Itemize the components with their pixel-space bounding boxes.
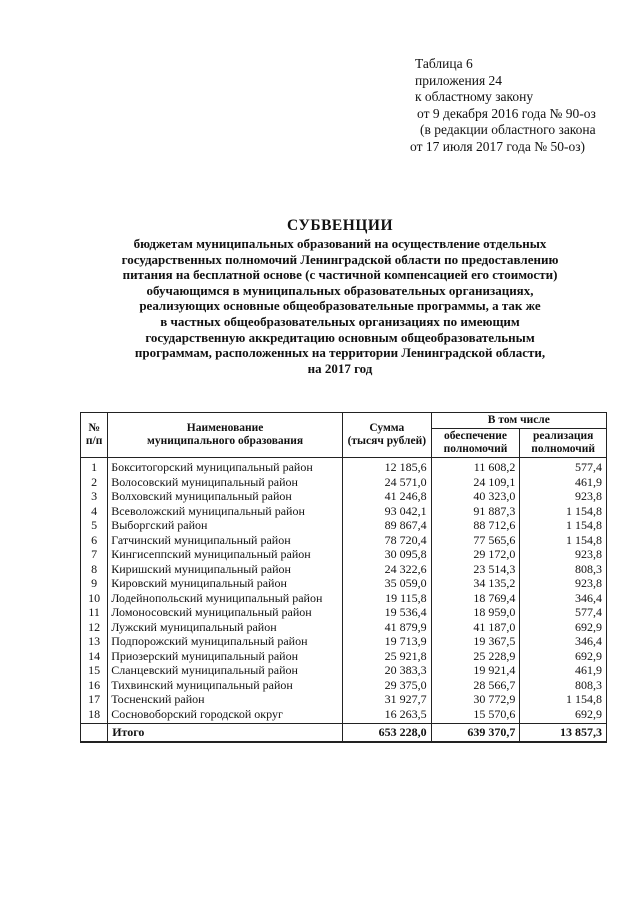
row-sum: 30 095,8 (342, 547, 431, 562)
header-note-line: от 17 июля 2017 года № 50-оз) (410, 138, 586, 154)
total-provision: 639 370,7 (431, 724, 520, 742)
row-number: 6 (81, 533, 108, 548)
row-provision: 41 187,0 (431, 620, 520, 635)
table-row (81, 678, 607, 693)
municipality-name: Сланцевский муниципальный район (108, 663, 343, 678)
table-row (81, 547, 607, 562)
row-sum: 20 383,3 (342, 663, 431, 678)
col-header-implementation-line2: полномочий (531, 443, 596, 455)
col-header-name-line1: Наименование (186, 422, 264, 434)
title-line: государственную аккредитацию основным общеобразовательным (145, 329, 535, 345)
row-number: 16 (81, 678, 108, 693)
col-header-provision-line2: полномочий (443, 443, 508, 455)
row-implementation: 692,9 (520, 620, 607, 635)
row-provision: 29 172,0 (431, 547, 520, 562)
row-number: 18 (81, 707, 108, 724)
table-row (81, 562, 607, 577)
row-provision: 91 887,3 (431, 504, 520, 519)
table-row (81, 591, 607, 606)
row-provision: 40 323,0 (431, 489, 520, 504)
title-line: в частных общеобразовательных организациях по имеющим (160, 313, 520, 329)
row-sum: 25 921,8 (342, 649, 431, 664)
row-sum: 16 263,5 (342, 707, 431, 724)
row-sum: 29 375,0 (342, 678, 431, 693)
row-implementation: 1 154,8 (520, 692, 607, 707)
row-number: 10 (81, 591, 108, 606)
municipality-name: Тихвинский муниципальный район (108, 678, 343, 693)
total-implementation: 13 857,3 (520, 724, 607, 742)
total-num-cell (81, 724, 108, 742)
total-row (81, 724, 607, 742)
table-row (81, 533, 607, 548)
header-note-line: от 9 декабря 2016 года № 90-оз (417, 105, 596, 121)
col-header-including: В том числе (431, 413, 606, 429)
municipality-name: Киришский муниципальный район (108, 562, 343, 577)
title-line: обучающимся в муниципальных образовательных организациях, (146, 282, 534, 298)
municipality-name: Ломоносовский муниципальный район (108, 605, 343, 620)
row-number: 1 (81, 458, 108, 475)
row-implementation: 692,9 (520, 649, 607, 664)
row-provision: 19 367,5 (431, 634, 520, 649)
municipality-name: Волховский муниципальный район (108, 489, 343, 504)
row-implementation: 577,4 (520, 605, 607, 620)
row-provision: 24 109,1 (431, 475, 520, 490)
table-row (81, 475, 607, 490)
total-sum: 653 228,0 (342, 724, 431, 742)
title-line: на 2017 год (307, 360, 373, 376)
col-header-sum-line1: Сумма (369, 422, 405, 434)
row-provision: 23 514,3 (431, 562, 520, 577)
row-implementation: 808,3 (520, 562, 607, 577)
row-sum: 19 536,4 (342, 605, 431, 620)
row-number: 9 (81, 576, 108, 591)
total-label: Итого (108, 724, 343, 742)
municipality-name: Лужский муниципальный район (108, 620, 343, 635)
row-number: 4 (81, 504, 108, 519)
col-header-sum (342, 413, 431, 458)
col-header-implementation (520, 429, 607, 458)
row-implementation: 461,9 (520, 663, 607, 678)
table-row (81, 634, 607, 649)
row-implementation: 923,8 (520, 547, 607, 562)
row-number: 12 (81, 620, 108, 635)
table-body (81, 458, 607, 724)
col-header-num-line1: № (88, 422, 100, 434)
row-implementation: 346,4 (520, 634, 607, 649)
row-implementation: 808,3 (520, 678, 607, 693)
row-implementation: 923,8 (520, 576, 607, 591)
title-line: государственных полномочий Ленинградской области по предоставлению (121, 251, 559, 267)
row-sum: 93 042,1 (342, 504, 431, 519)
header-note-line: Таблица 6 (415, 56, 473, 71)
row-sum: 35 059,0 (342, 576, 431, 591)
col-header-sum-line2: (тысяч рублей) (347, 435, 427, 447)
table-row (81, 663, 607, 678)
municipality-name: Лодейнопольский муниципальный район (108, 591, 343, 606)
table-row (81, 649, 607, 664)
row-provision: 15 570,6 (431, 707, 520, 724)
row-sum: 24 322,6 (342, 562, 431, 577)
row-provision: 11 608,2 (431, 458, 520, 475)
municipality-name: Кингисеппский муниципальный район (108, 547, 343, 562)
row-sum: 41 246,8 (342, 489, 431, 504)
municipality-name: Гатчинский муниципальный район (108, 533, 343, 548)
table-row (81, 458, 607, 475)
row-sum: 89 867,4 (342, 518, 431, 533)
table-row (81, 504, 607, 519)
row-sum: 19 115,8 (342, 591, 431, 606)
row-sum: 12 185,6 (342, 458, 431, 475)
table-row (81, 707, 607, 724)
row-number: 7 (81, 547, 108, 562)
row-provision: 18 959,0 (431, 605, 520, 620)
row-sum: 78 720,4 (342, 533, 431, 548)
col-header-provision (431, 429, 520, 458)
row-provision: 18 769,4 (431, 591, 520, 606)
row-provision: 19 921,4 (431, 663, 520, 678)
row-number: 5 (81, 518, 108, 533)
row-implementation: 577,4 (520, 458, 607, 475)
row-number: 3 (81, 489, 108, 504)
municipality-name: Выборгский район (108, 518, 343, 533)
row-number: 14 (81, 649, 108, 664)
row-number: 11 (81, 605, 108, 620)
table-header-note (405, 56, 596, 155)
municipality-name: Приозерский муниципальный район (108, 649, 343, 664)
title-line: реализующих основные общеобразовательные программы, а так же (139, 298, 541, 314)
row-provision: 30 772,9 (431, 692, 520, 707)
row-provision: 34 135,2 (431, 576, 520, 591)
municipality-name: Сосновоборский городской округ (108, 707, 343, 724)
row-provision: 77 565,6 (431, 533, 520, 548)
row-provision: 25 228,9 (431, 649, 520, 664)
table-row (81, 692, 607, 707)
title-main: СУБВЕНЦИИ (286, 217, 393, 234)
municipality-name: Кировский муниципальный район (108, 576, 343, 591)
header-note-line: приложения 24 (415, 72, 503, 88)
row-sum: 24 571,0 (342, 475, 431, 490)
row-implementation: 1 154,8 (520, 533, 607, 548)
table-row (81, 605, 607, 620)
municipality-name: Бокситогорский муниципальный район (108, 458, 343, 475)
municipality-name: Подпорожский муниципальный район (108, 634, 343, 649)
table-row (81, 620, 607, 635)
row-implementation: 692,9 (520, 707, 607, 724)
table-row (81, 489, 607, 504)
col-header-name (108, 413, 343, 458)
header-note-line: к областному закону (415, 89, 534, 104)
subventions-table (80, 412, 607, 743)
row-number: 2 (81, 475, 108, 490)
title-line: программам, расположенных на территории Ленинградской области, (134, 345, 546, 361)
header-note-line: (в редакции областного закона (420, 122, 596, 137)
document-title (90, 216, 590, 376)
row-implementation: 346,4 (520, 591, 607, 606)
col-header-num-line2: п/п (85, 435, 103, 447)
row-sum: 31 927,7 (342, 692, 431, 707)
municipality-name: Волосовский муниципальный район (108, 475, 343, 490)
table-row (81, 518, 607, 533)
col-header-implementation-line1: реализация (533, 430, 594, 442)
municipality-name: Всеволожский муниципальный район (108, 504, 343, 519)
row-number: 17 (81, 692, 108, 707)
row-sum: 19 713,9 (342, 634, 431, 649)
col-header-provision-line1: обеспечение (443, 430, 508, 442)
row-implementation: 1 154,8 (520, 504, 607, 519)
title-line: бюджетам муниципальных образований на осуществление отдельных (133, 236, 547, 251)
table-row (81, 576, 607, 591)
row-number: 13 (81, 634, 108, 649)
title-line: питания на бесплатной основе (с частичной компенсацией его стоимости) (122, 267, 558, 283)
col-header-num (81, 413, 108, 458)
row-implementation: 461,9 (520, 475, 607, 490)
row-sum: 41 879,9 (342, 620, 431, 635)
row-number: 8 (81, 562, 108, 577)
row-implementation: 923,8 (520, 489, 607, 504)
row-number: 15 (81, 663, 108, 678)
row-implementation: 1 154,8 (520, 518, 607, 533)
row-provision: 28 566,7 (431, 678, 520, 693)
row-provision: 88 712,6 (431, 518, 520, 533)
municipality-name: Тосненский район (108, 692, 343, 707)
col-header-name-line2: муниципального образования (147, 435, 304, 447)
